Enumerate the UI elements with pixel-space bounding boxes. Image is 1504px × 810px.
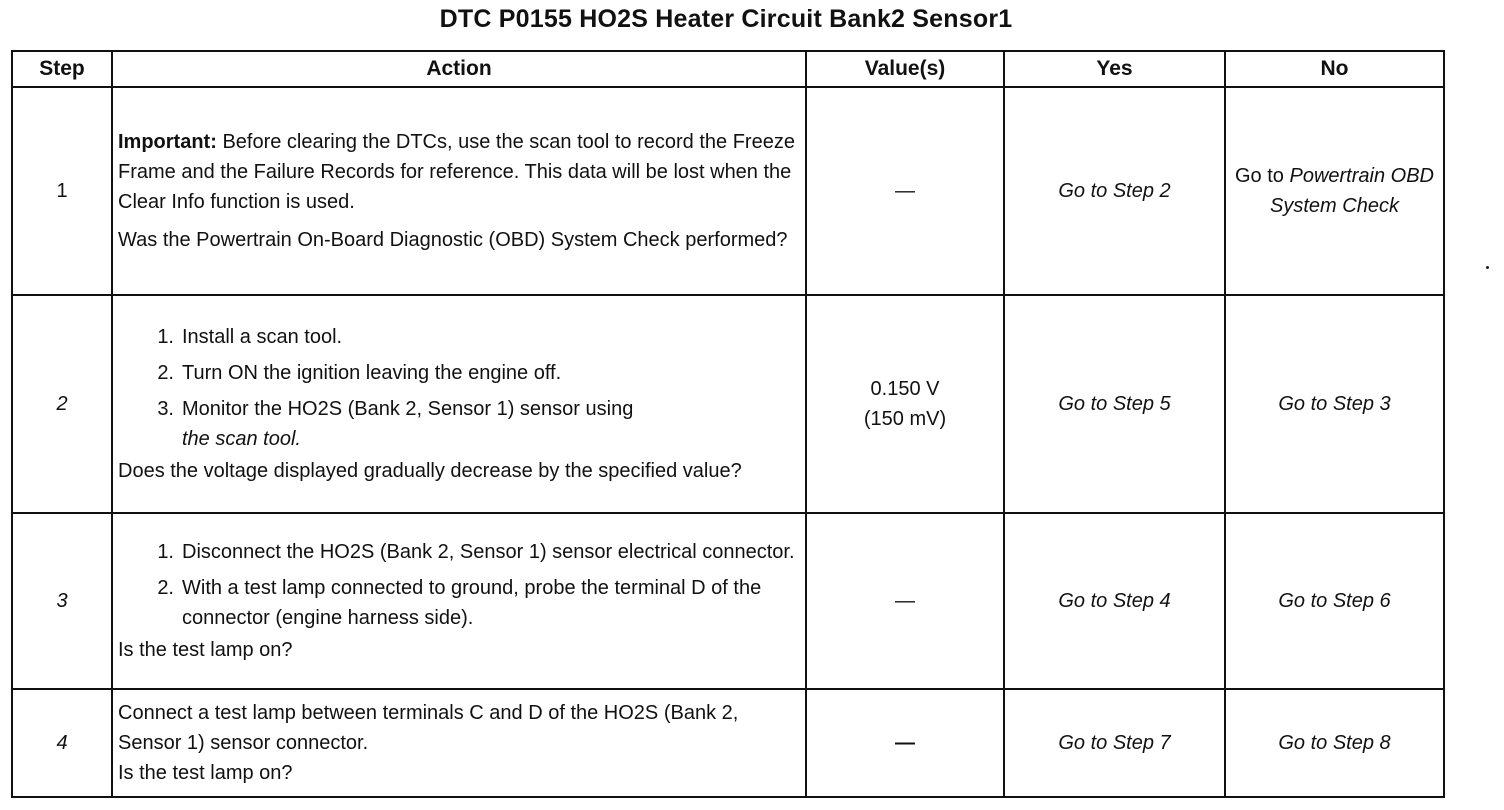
diagnostic-table [11, 50, 1445, 798]
yes-cell: Go to Step 5 [1004, 295, 1225, 513]
no-prefix: Go to [1235, 164, 1290, 187]
important-text: Before clearing the DTCs, use the scan tool to record the Freeze Frame and the Failure Records for reference. This data will be lost when the Clear Info function is used. [118, 131, 795, 213]
list-item-number: 1. [157, 326, 174, 348]
header-yes: Yes [1004, 51, 1225, 87]
header-step: Step [12, 51, 112, 87]
no-cell: Go to Step 8 [1225, 689, 1444, 797]
list-item [118, 394, 799, 454]
list-item [118, 537, 799, 567]
list-item-number: 3. [157, 398, 174, 420]
list-item-text-main: Monitor the HO2S (Bank 2, Sensor 1) sensor using [182, 398, 634, 420]
value-dash: — [895, 590, 915, 612]
step-number: 4 [12, 689, 112, 797]
table-row [12, 513, 1444, 689]
value-volts: 0.150 V [870, 378, 940, 400]
table-header-row [12, 51, 1444, 87]
list-item-text [182, 394, 799, 454]
value-dash: — [895, 732, 915, 754]
action-question: Is the test lamp on? [118, 639, 293, 661]
list-item-text: Disconnect the HO2S (Bank 2, Sensor 1) sensor electrical connector. [182, 541, 795, 563]
yes-cell: Go to Step 7 [1004, 689, 1225, 797]
header-values: Value(s) [806, 51, 1004, 87]
list-item-text: Install a scan tool. [182, 326, 343, 348]
list-item-text-italic: the scan tool. [182, 428, 301, 450]
action-cell [112, 87, 806, 295]
action-cell [112, 689, 806, 797]
no-cell: Go to Step 6 [1225, 513, 1444, 689]
table-row [12, 295, 1444, 513]
action-steps-list [118, 537, 799, 633]
important-note [118, 127, 799, 217]
step-number: 1 [12, 87, 112, 295]
important-label: Important: [118, 131, 217, 153]
list-item [118, 358, 799, 388]
value-cell [806, 87, 1004, 295]
list-item [118, 322, 799, 352]
table-row [12, 689, 1444, 797]
no-link-powertrain-obd: Powertrain OBD System Check [1270, 164, 1434, 217]
list-item-number: 2. [157, 577, 174, 599]
list-item [118, 573, 799, 633]
yes-cell: Go to Step 2 [1004, 87, 1225, 295]
value-dash: — [895, 180, 915, 202]
action-question: Is the test lamp on? [118, 762, 293, 784]
value-cell [806, 295, 1004, 513]
list-item-text: Turn ON the ignition leaving the engine off. [182, 362, 562, 384]
list-item-text: With a test lamp connected to ground, probe the terminal D of the connector (engine harness side). [182, 577, 762, 629]
scan-speck [1486, 266, 1489, 269]
list-item-number: 2. [157, 362, 174, 384]
action-question: Does the voltage displayed gradually decrease by the specified value? [118, 460, 742, 482]
action-question: Was the Powertrain On-Board Diagnostic (OBD) System Check performed? [118, 229, 788, 251]
header-action: Action [112, 51, 806, 87]
value-millivolts: (150 mV) [863, 408, 947, 430]
action-text: Connect a test lamp between terminals C and D of the HO2S (Bank 2, Sensor 1) sensor connector. [118, 702, 739, 754]
action-cell [112, 295, 806, 513]
no-cell [1225, 87, 1444, 295]
table-row [12, 87, 1444, 295]
no-cell: Go to Step 3 [1225, 295, 1444, 513]
document-title: DTC P0155 HO2S Heater Circuit Bank2 Sensor1 [439, 5, 1013, 33]
header-no: No [1225, 51, 1444, 87]
step-number: 3 [12, 513, 112, 689]
action-cell [112, 513, 806, 689]
value-cell [806, 689, 1004, 797]
value-cell [806, 513, 1004, 689]
action-steps-list [118, 322, 799, 454]
step-number: 2 [12, 295, 112, 513]
yes-cell: Go to Step 4 [1004, 513, 1225, 689]
list-item-number: 1. [157, 541, 174, 563]
